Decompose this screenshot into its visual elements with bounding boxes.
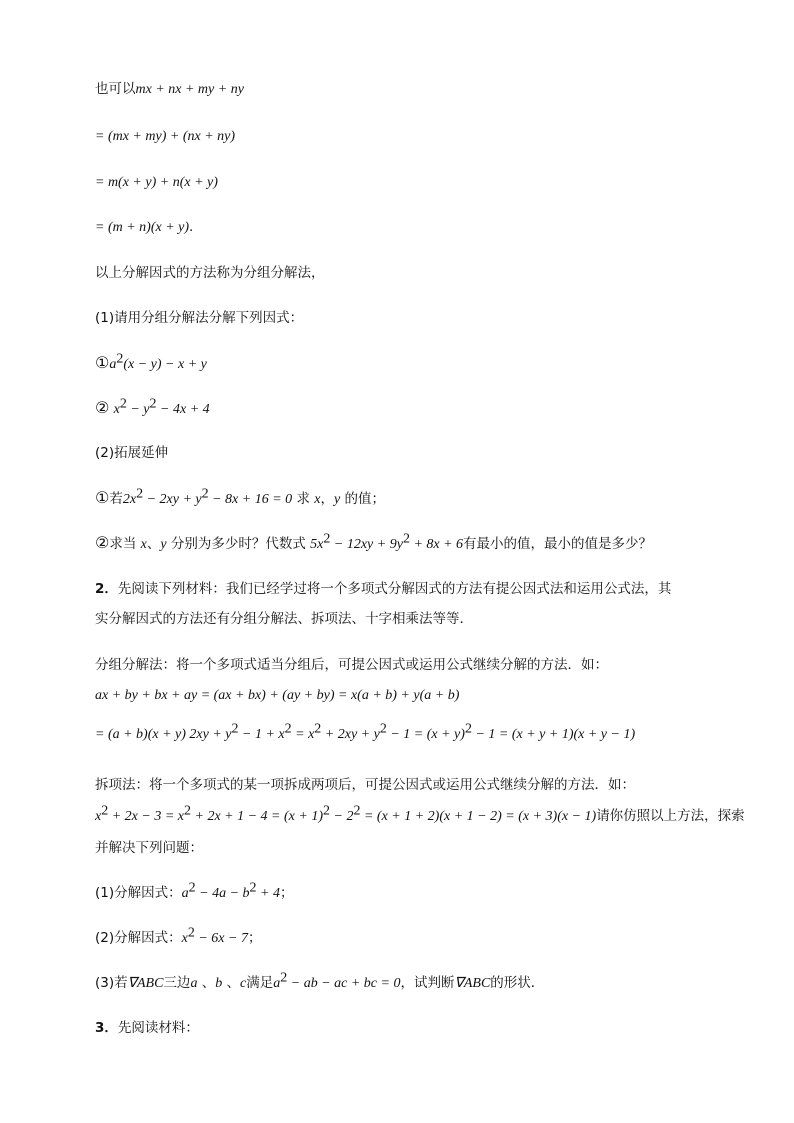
text-line: 拆项法：将一个多项式的某一项拆成两项后，可提公因式或运用公式继续分解的方法．如： xyxy=(95,777,635,793)
line-text: (1)请用分组分解法分解下列因式： xyxy=(95,310,304,326)
math-expression: (x − y) − x + y xyxy=(123,357,207,372)
line-text: (2)拓展延伸 xyxy=(95,445,169,461)
sub-question: ①若$2x^2 - 2xy + y^2 - 8x + 16 = 0$ 求 x，y 的值； xyxy=(95,486,385,507)
sub-question: (3)若∇ABC三边a 、b 、c满足$a^2$ − ab − ac + bc = 0，试判断∇ABC的形状． xyxy=(95,970,545,991)
sub-question: ②求当 x、y 分别为多少时？代数式 $5x^2 - 12xy + 9y^2 + 8x + 6$有最小的值，最小的值是多少？ xyxy=(95,531,653,552)
circled-number: ① xyxy=(95,488,110,507)
math-line xyxy=(95,127,235,146)
math-expression: = (mx + my) + (nx + ny) xyxy=(95,129,236,144)
question-number: 2． xyxy=(95,581,118,597)
text-line xyxy=(95,264,325,282)
question-2-intro: 2．先阅读下列材料：我们已经学过将一个多项式分解因式的方法有提公因式法和运用公式法，其 xyxy=(95,581,672,597)
circled-number: ② xyxy=(95,533,110,552)
math-line xyxy=(95,686,459,705)
question-heading xyxy=(95,444,168,462)
math-expression: = (m + n)(x + y) xyxy=(95,220,190,235)
text-line: 并解决下列问题： xyxy=(95,840,203,856)
text-line xyxy=(95,80,244,99)
sub-question: (2)分解因式：$x^2 - 6x - 7$； xyxy=(95,925,262,946)
line-text: . xyxy=(189,219,194,235)
circled-number: ② xyxy=(95,398,110,417)
sub-question: $①a^2(x - y) - x + y$ xyxy=(95,351,207,372)
text-line: 实分解因式的方法还有分组分解法、拆项法、十字相乘法等等． xyxy=(95,611,473,627)
question-heading xyxy=(95,309,303,327)
math-expression: ax + by + bx + ay = (ax + bx) + (ay + by) = x(a + b) + y(a + b) xyxy=(95,688,460,703)
line-text: 也可以 xyxy=(95,81,136,97)
line-text: 以上分解因式的方法称为分组分解法， xyxy=(95,265,325,281)
math-line xyxy=(95,173,218,192)
math-line: $x^2 + 2x - 3 = x^2 + 2x + 1 - 4 = (x + 1)^2 - 2^2 = (x + 1 + 2)(x + 1 - 2) = (x + 3)(x - 1)$请你仿照以上方法，探索 xyxy=(95,803,745,824)
math-expression: = m(x + y) + n(x + y) xyxy=(95,175,218,190)
math-line: = (a + b)(x + y) $2xy + y^2 - 1 + x^2 = x^2 + 2xy + y^2 - 1 = (x + y)^2 - 1 = (x + y + 1)(x + y - 1)$ xyxy=(95,721,636,742)
text-line: 分组分解法：将一个多项式适当分组后，可提公因式或运用公式继续分解的方法．如： xyxy=(95,657,608,673)
math-line xyxy=(95,218,193,237)
sub-question: ② $x^2 - y^2 - 4x + 4$ xyxy=(95,396,210,417)
circled-number: ① xyxy=(95,353,110,372)
math-expression: mx + nx + my + ny xyxy=(135,82,244,97)
question-3-intro: 3．先阅读材料： xyxy=(95,1020,199,1036)
question-number: 3． xyxy=(95,1020,118,1036)
sub-question: (1)分解因式：$a^2 - 4a - b^2 + 4$； xyxy=(95,880,294,901)
